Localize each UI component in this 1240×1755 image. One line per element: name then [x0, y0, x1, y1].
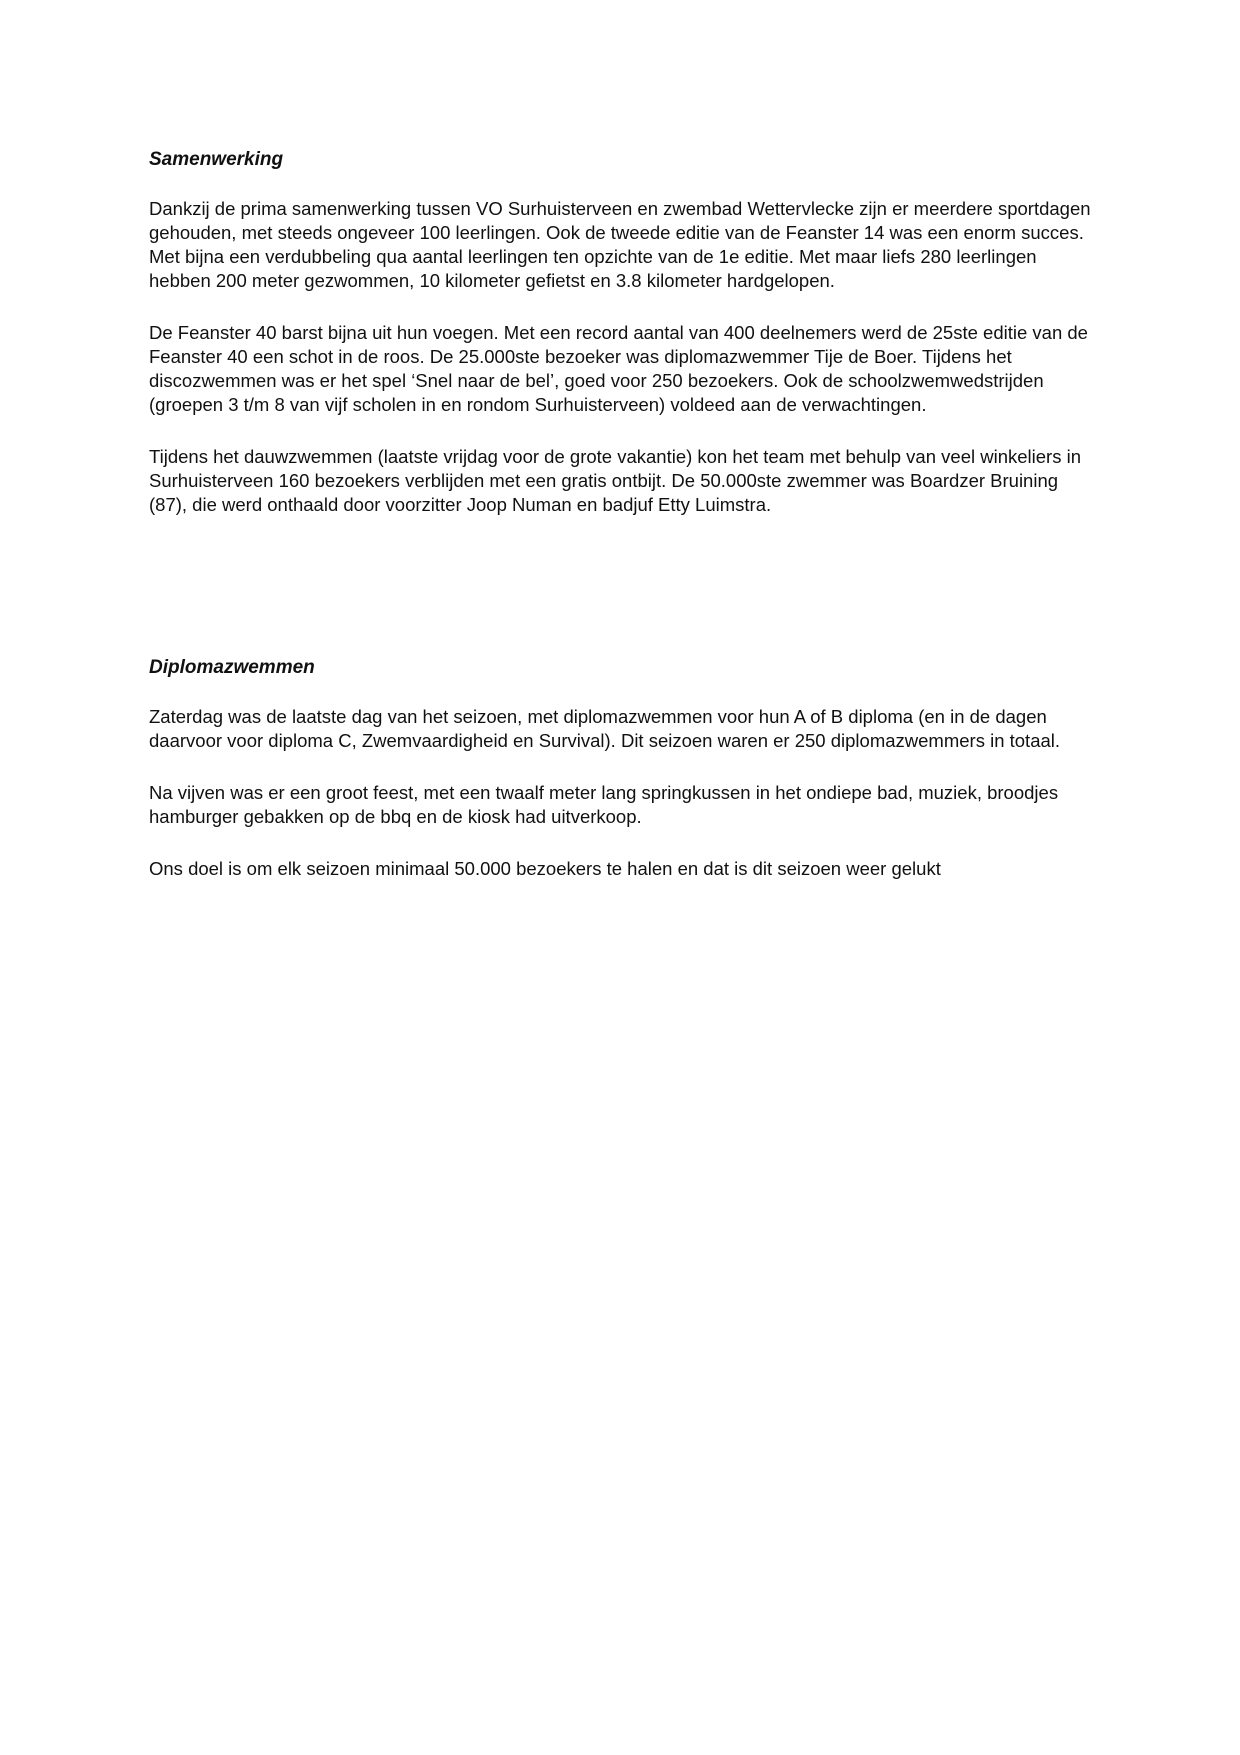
section-diplomazwemmen — [149, 656, 1099, 909]
section-heading: Samenwerking — [149, 149, 284, 170]
paragraph: Zaterdag was de laatste dag van het seizoen, met diplomazwemmen voor hun A of B diploma (en in de dagen daarvoor voor diploma C, Zwemvaardigheid en Survival). Dit seizoen waren er 250 diplomazwemmers in totaal. — [149, 706, 1061, 751]
paragraph: Ons doel is om elk seizoen minimaal 50.000 bezoekers te halen en dat is dit seizoen weer gelukt — [149, 858, 941, 879]
section-heading: Diplomazwemmen — [149, 657, 315, 678]
section-samenwerking — [149, 148, 1099, 545]
paragraph: Tijdens het dauwzwemmen (laatste vrijdag voor de grote vakantie) kon het team met behulp van veel winkeliers in Surhuisterveen 160 bezoekers verblijden met een gratis ontbijt. De 50.000ste zwemmer was Boardzer Bruining (87), die werd onthaald door voorzitter Joop Numan en badjuf Etty Luimstra. — [149, 446, 1081, 515]
paragraph: Na vijven was er een groot feest, met een twaalf meter lang springkussen in het ondiepe bad, muziek, broodjes hamburger gebakken op de bbq en de kiosk had uitverkoop. — [149, 782, 1059, 827]
paragraph: Dankzij de prima samenwerking tussen VO Surhuisterveen en zwembad Wettervlecke zijn er meerdere sportdagen gehouden, met steeds ongeveer 100 leerlingen. Ook de tweede editie van de Feanster 14 was een enorm succes. Met bijna een verdubbeling qua aantal leerlingen ten opzichte van de 1e editie. Met maar liefs 280 leerlingen hebben 200 meter gezwommen, 10 kilometer gefietst en 3.8 kilometer hardgelopen. — [149, 198, 1091, 291]
paragraph: De Feanster 40 barst bijna uit hun voegen. Met een record aantal van 400 deelnemers werd de 25ste editie van de Feanster 40 een schot in de roos. De 25.000ste bezoeker was diplomazwemmer Tije de Boer. Tijdens het discozwemmen was er het spel ‘Snel naar de bel’, goed voor 250 bezoekers. Ook de schoolzwemwedstrijden (groepen 3 t/m 8 van vijf scholen in en rondom Surhuisterveen) voldeed aan de verwachtingen. — [149, 322, 1088, 415]
